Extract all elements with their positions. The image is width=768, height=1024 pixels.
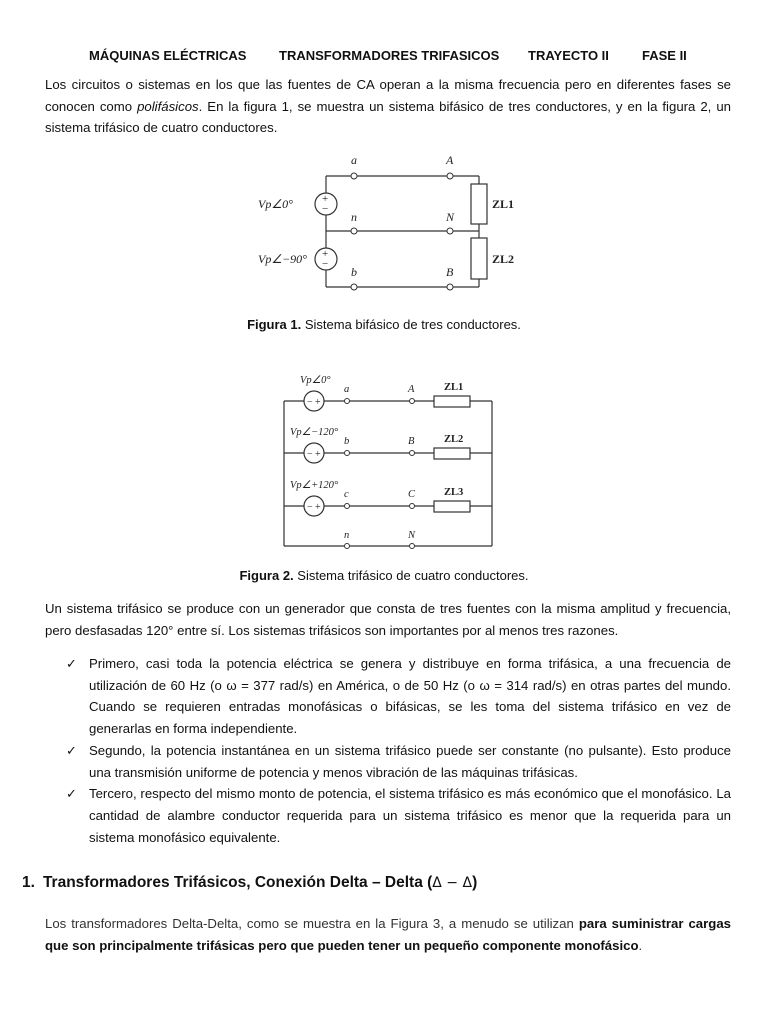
figure-1-caption [0, 317, 768, 332]
checkmark-icon: ✓ [66, 742, 77, 758]
svg-text:−: − [307, 502, 313, 513]
svg-text:+: + [322, 193, 329, 205]
terminal-A [447, 173, 453, 179]
intro-paragraph [45, 74, 731, 139]
bullet-1-text: Primero, casi toda la potencia eléctrica se genera y distribuye en forma trifásica, a una frecuencia de utilización de 60 Hz (o ω = 377 rad/s) en América, o de 50 Hz (o ω = 314 rad/s) en otras partes del mundo. Cuando se requieren entradas monofásicas o bifásicas, se les toma del sistema trifásico en vez de generarlas en forma independiente. [89, 656, 731, 737]
fig1-source2-label: Vp∠−90° [258, 252, 307, 266]
svg-text:−: − [307, 397, 313, 408]
figure-1-caption-text: Sistema bifásico de tres conductores. [301, 317, 521, 332]
svg-text:−: − [322, 258, 329, 270]
section-1-heading [22, 874, 477, 892]
fig2-source2-label: Vp∠−120° [290, 427, 339, 438]
bullet-3-text: Tercero, respecto del mismo monto de potencia, el sistema trifásico es más económico que el monofásico. La cantidad de alambre conductor requerida para un sistema trifásico es menor que la requerida para un sistema monofásico equivalente. [89, 786, 731, 845]
bullet-2-text: Segundo, la potencia instantánea en un sistema trifásico puede ser constante (no pulsante). Esto produce una transmisión uniforme de potencia y menos vibración de las máquinas trifásicas. [89, 742, 731, 780]
intro-text-1: Los circuitos o sistemas en los que las fuentes de CA operan a la misma frecuencia pero en diferentes fases se conocen como [45, 77, 731, 114]
load-zl3 [434, 501, 470, 512]
paragraph-2: Un sistema trifásico se produce con un generador que consta de tres fuentes con la misma amplitud y frecuencia, pero desfasadas 120° entre sí. Los sistemas trifásicos son importantes por al menos tres razones. [45, 601, 731, 638]
fig2-source3-label: Vp∠+120° [290, 480, 339, 491]
section-title-close: ) [472, 874, 478, 891]
fig1-node-N: N [446, 210, 455, 224]
document-header [0, 44, 768, 66]
list-item [66, 653, 731, 740]
svg-text:+: + [315, 397, 321, 408]
fig1-node-a: a [351, 153, 357, 167]
fig2-node-b: b [344, 436, 350, 447]
svg-text:−: − [307, 449, 313, 460]
fig2-load1-label: ZL1 [444, 382, 464, 393]
fig2-node-B: B [408, 436, 415, 447]
fig1-node-B: B [446, 265, 454, 279]
fig2-node-C: C [408, 489, 416, 500]
svg-text:+: + [315, 449, 321, 460]
fig1-load2-label: ZL2 [492, 252, 515, 266]
load-zl1 [471, 184, 487, 224]
reasons-list [66, 653, 731, 848]
fig2-node-N: N [408, 530, 416, 541]
terminal-a [351, 173, 357, 179]
fig2-node-n: n [344, 530, 350, 541]
section-title-text: Transformadores Trifásicos, Conexión Delta – Delta ( [42, 874, 433, 891]
fig1-node-n: n [351, 210, 357, 224]
svg-text:+: + [322, 248, 329, 260]
load-zl1 [434, 396, 470, 407]
section-number: 1. [22, 874, 35, 891]
fig1-node-b: b [351, 265, 357, 279]
figure-2-caption-label: Figura 2. [239, 568, 294, 583]
fig2-node-a: a [344, 384, 350, 395]
fig2-node-c: c [344, 489, 349, 500]
figure-2-caption [0, 568, 768, 583]
header-subject: MÁQUINAS ELÉCTRICAS [89, 48, 247, 63]
fig2-load2-label: ZL2 [444, 434, 464, 445]
terminal-N [447, 228, 453, 234]
fig1-source1-label: Vp∠0° [258, 197, 293, 211]
section-delta-symbol: Δ − Δ [432, 875, 473, 891]
terminal-b [351, 284, 357, 290]
list-item [66, 740, 731, 783]
svg-text:−: − [322, 203, 329, 215]
paragraph-3 [45, 913, 731, 956]
paragraph-3-text: Los transformadores Delta-Delta, como se muestra en la Figura 3, a menudo se utilizan [45, 916, 579, 931]
list-item [66, 783, 731, 848]
checkmark-icon: ✓ [66, 786, 77, 802]
load-zl2 [471, 238, 487, 279]
terminal-B [447, 284, 453, 290]
figure-2-caption-text: Sistema trifásico de cuatro conductores. [293, 568, 529, 583]
svg-text:+: + [315, 502, 321, 513]
fig1-node-A: A [446, 153, 454, 167]
intro-text-2: . En la figura 1, se muestra un sistema bifásico de tres conductores, y en la figura 2, un sistema trifásico de cuatro conductores. [45, 98, 731, 135]
paragraph-3-bold: para suministrar cargas que son principalmente trifásicas pero que pueden tener un pequeño componente monofásico [45, 916, 731, 953]
fig2-source1-label: Vp∠0° [300, 375, 331, 386]
figure-1-caption-label: Figura 1. [247, 317, 302, 332]
intro-emphasis: polifásicos [137, 98, 199, 114]
load-zl2 [434, 448, 470, 459]
fig2-node-A: A [408, 384, 415, 395]
header-fase: FASE II [642, 48, 687, 63]
header-trayecto: TRAYECTO II [528, 48, 609, 63]
header-topic: TRANSFORMADORES TRIFASICOS [279, 48, 500, 63]
checkmark-icon: ✓ [66, 656, 77, 671]
figure-2-circuit [280, 368, 500, 553]
fig1-load1-label: ZL1 [492, 197, 515, 211]
terminal-n [351, 228, 357, 234]
figure-1-circuit [250, 150, 530, 300]
paragraph-3-end: . [638, 937, 643, 953]
fig2-load3-label: ZL3 [444, 487, 464, 498]
